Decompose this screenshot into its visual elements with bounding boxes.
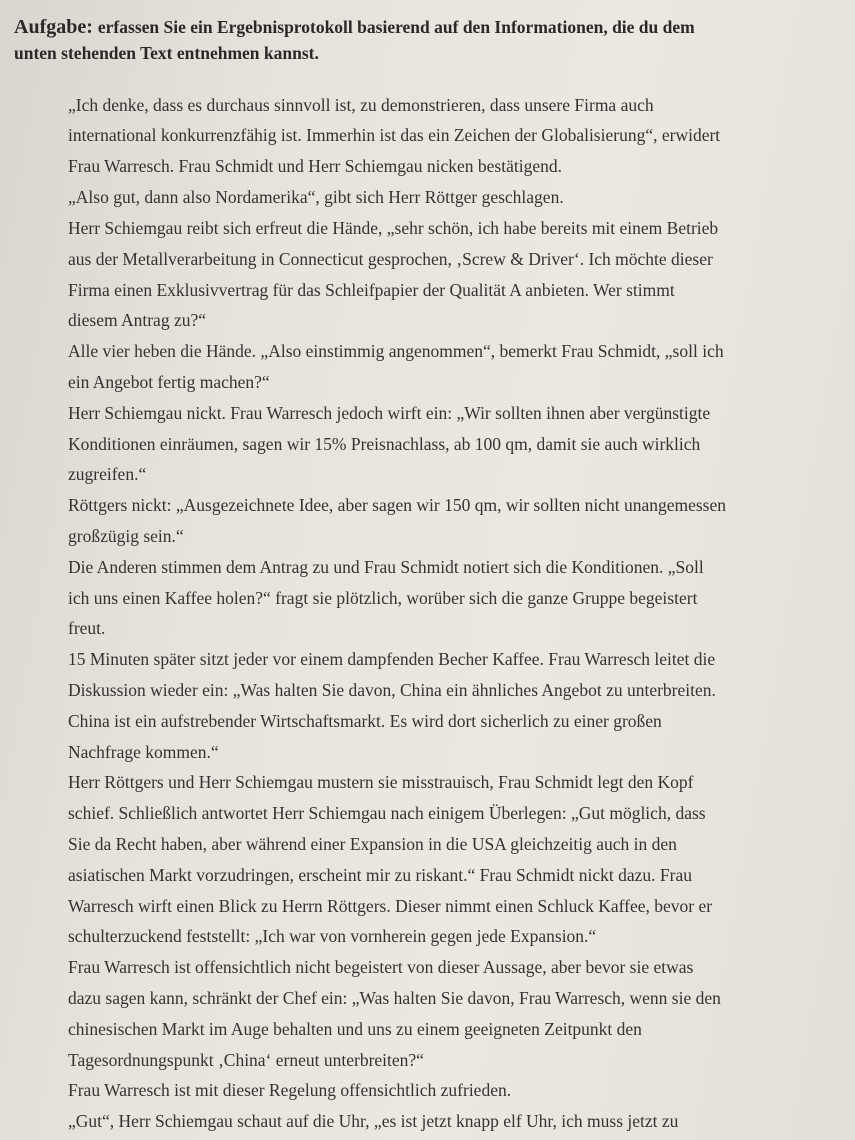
body-line: diesem Antrag zu?“	[68, 310, 207, 330]
body-line: aus der Metallverarbeitung in Connecticut gesprochen, ‚Screw & Driver‘. Ich möchte dieser	[68, 249, 713, 269]
body-line: großzügig sein.“	[68, 526, 184, 546]
body-line: chinesischen Markt im Auge behalten und uns zu einem geeigneten Zeitpunkt den	[68, 1019, 642, 1039]
body-line: dazu sagen kann, schränkt der Chef ein: „Was halten Sie davon, Frau Warresch, wenn sie den	[68, 988, 721, 1008]
body-line: „Also gut, dann also Nordamerika“, gibt sich Herr Röttger geschlagen.	[68, 187, 564, 207]
body-line: Herr Schiemgau reibt sich erfreut die Hände, „sehr schön, ich habe bereits mit einem Betrieb	[68, 218, 719, 238]
body-line: Röttgers nickt: „Ausgezeichnete Idee, aber sagen wir 150 qm, wir sollten nicht unangemessen	[68, 495, 726, 515]
body-line: zugreifen.“	[68, 464, 147, 484]
body-line: Herr Röttgers und Herr Schiemgau mustern sie misstrauisch, Frau Schmidt legt den Kopf	[68, 772, 694, 792]
body-line: Tagesordnungspunkt ‚China‘ erneut unterbreiten?“	[68, 1050, 424, 1070]
task-label: Aufgabe:	[14, 16, 93, 38]
body-line: schief. Schließlich antwortet Herr Schiemgau nach einigem Überlegen: „Gut möglich, dass	[68, 803, 706, 823]
body-line: ich uns einen Kaffee holen?“ fragt sie plötzlich, worüber sich die ganze Gruppe begeistert	[68, 588, 698, 608]
body-line: „Ich denke, dass es durchaus sinnvoll ist, zu demonstrieren, dass unsere Firma auch	[68, 95, 654, 115]
body-line: Die Anderen stimmen dem Antrag zu und Frau Schmidt notiert sich die Konditionen. „Soll	[68, 557, 704, 577]
body-line: Diskussion wieder ein: „Was halten Sie davon, China ein ähnliches Angebot zu unterbreiten.	[68, 680, 716, 700]
body-line: „Gut“, Herr Schiemgau schaut auf die Uhr, „es ist jetzt knapp elf Uhr, ich muss jetzt zu	[68, 1111, 679, 1131]
body-line: Herr Schiemgau nickt. Frau Warresch jedoch wirft ein: „Wir sollten ihnen aber vergünstigte	[68, 403, 711, 423]
body-line: Sie da Recht haben, aber während einer Expansion in die USA gleichzeitig auch in den	[68, 834, 677, 854]
body-line: Firma einen Exklusivvertrag für das Schleifpapier der Qualität A anbieten. Wer stimmt	[68, 280, 675, 300]
body-line: 15 Minuten später sitzt jeder vor einem dampfenden Becher Kaffee. Frau Warresch leitet die	[68, 649, 716, 669]
body-line: schulterzuckend feststellt: „Ich war von vornherein gegen jede Expansion.“	[68, 926, 597, 946]
body-line: Frau Warresch. Frau Schmidt und Herr Schiemgau nicken bestätigend.	[68, 156, 562, 176]
body-line: Warresch wirft einen Blick zu Herrn Röttgers. Dieser nimmt einen Schluck Kaffee, bevor er	[68, 896, 713, 916]
body-line: Frau Warresch ist offensichtlich nicht begeistert von dieser Aussage, aber bevor sie etwas	[68, 957, 694, 977]
body-line: Alle vier heben die Hände. „Also einstimmig angenommen“, bemerkt Frau Schmidt, „soll ich	[68, 341, 724, 361]
body-line: asiatischen Markt vorzudringen, erscheint mir zu riskant.“ Frau Schmidt nickt dazu. Frau	[68, 865, 692, 885]
body-line: international konkurrenzfähig ist. Immerhin ist das ein Zeichen der Globalisierung“, erwidert	[68, 125, 721, 145]
task-text-line-2: unten stehenden Text entnehmen kannst.	[14, 43, 319, 63]
task-instruction	[14, 14, 844, 66]
body-line: Nachfrage kommen.“	[68, 742, 219, 762]
body-line: China ist ein aufstrebender Wirtschaftsmarkt. Es wird dort sicherlich zu einer großen	[68, 711, 662, 731]
body-line: freut.	[68, 618, 106, 638]
body-line: Konditionen einräumen, sagen wir 15% Preisnachlass, ab 100 qm, damit sie auch wirklich	[68, 434, 701, 454]
task-text-line-1: erfassen Sie ein Ergebnisprotokoll basierend auf den Informationen, die du dem	[97, 17, 695, 37]
body-line: ein Angebot fertig machen?“	[68, 372, 270, 392]
body-line: Frau Warresch ist mit dieser Regelung offensichtlich zufrieden.	[68, 1080, 512, 1100]
